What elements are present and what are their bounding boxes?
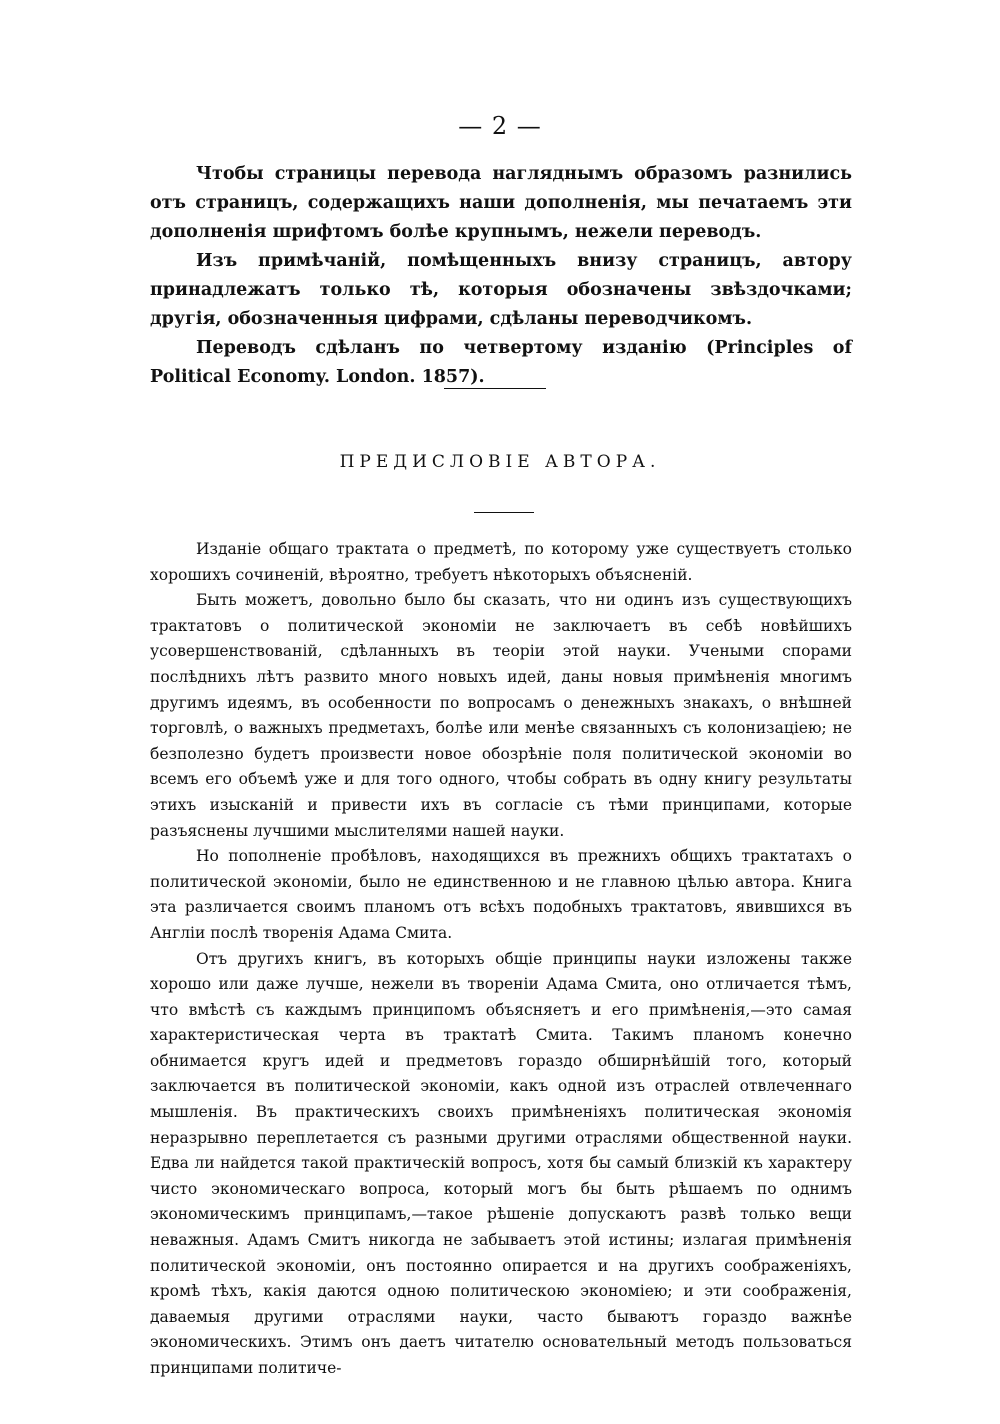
preface-title: ПРЕДИСЛОВІЕ АВТОРА.: [339, 452, 661, 472]
translator-note-paragraph-1: Чтобы страницы перевода нагляднымъ образомъ разнились отъ страницъ, содержащихъ наши дополненія, мы печатаемъ эти дополненія шрифтомъ болѣе крупнымъ, нежели переводъ.: [150, 164, 852, 242]
translator-note-paragraph-3: Переводъ сдѣланъ по четвертому изданію (Principles of Political Economy. London. 1857).: [150, 338, 852, 387]
preface-paragraph-1: Изданіе общаго трактата о предметѣ, по которому уже существуетъ столько хорошихъ сочиненій, вѣроятно, требуетъ нѣкоторыхъ объясненій.: [150, 540, 852, 584]
section-divider: [444, 388, 546, 389]
preface-paragraph-4: Отъ другихъ книгъ, въ которыхъ общіе принципы науки изложены также хорошо или даже лучше, нежели въ твореніи Адама Смита, оно отличается тѣмъ, что вмѣстѣ съ каждымъ принципомъ объясняетъ и его примѣненія,—это самая характеристическая черта въ трактатѣ Смита. Такимъ планомъ конечно обнимается кругъ идей и предметовъ гораздо обширнѣйшій того, который заключается въ политической экономіи, какъ одной изъ отраслей отвлеченнаго мышленія. Въ практическихъ своихъ примѣненіяхъ политическая экономія неразрывно переплетается съ разными другими отраслями общественной науки. Едва ли найдется такой практическій вопросъ, хотя бы самый близкій къ характеру чисто экономическаго вопроса, который могъ бы быть рѣшаемъ по однимъ экономическимъ принципамъ,—такое рѣшеніе допускаютъ развѣ только вещи неважныя. Адамъ Смитъ никогда не забываетъ этой истины; излагая примѣненія политической экономіи, онъ постоянно опирается и на другихъ соображеніяхъ, кромѣ тѣхъ, какія даются одною политическою экономіею; и эти соображенія, даваемыя другими отраслями науки, часто бываютъ гораздо важнѣе экономическихъ. Этимъ онъ даетъ читателю основательный методъ пользоваться принципами политиче-: [150, 949, 852, 1377]
title-underline: [474, 512, 534, 513]
preface-paragraph-3: Но пополненіе пробѣловъ, находящихся въ прежнихъ общихъ трактатахъ о политической экономіи, было не единственною и не главною цѣлью автора. Книга эта различается своимъ планомъ отъ всѣхъ подобныхъ трактатовъ, явившихся въ Англіи послѣ творенія Адама Смита.: [150, 847, 852, 942]
preface-paragraph-2: Быть можетъ, довольно было бы сказать, что ни одинъ изъ существующихъ трактатовъ о политической экономіи не заключаетъ въ себѣ новѣйшихъ усовершенствованій, сдѣланныхъ въ теоріи этой науки. Учеными спорами послѣднихъ лѣтъ развито много новыхъ идей, даны новыя примѣненія многимъ другимъ идеямъ, въ особенности по вопросамъ о денежныхъ знакахъ, о внѣшней торговлѣ, о важныхъ предметахъ, болѣе или менѣе связанныхъ съ колонизаціею; не безполезно будетъ произвести новое обозрѣніе поля политической экономіи во всемъ его объемѣ уже и для того одного, чтобы собрать въ одну книгу результаты этихъ изысканій и привести ихъ въ согласіе съ тѣми принципами, которые разъяснены лучшими мыслителями нашей науки.: [150, 591, 852, 840]
page-number: — 2 —: [458, 112, 542, 140]
translator-note-paragraph-2: Изъ примѣчаній, помѣщенныхъ внизу страницъ, автору принадлежатъ только тѣ, которыя обозначены звѣздочками; другія, обозначенныя цифрами, сдѣланы переводчикомъ.: [150, 251, 852, 329]
translator-note: [150, 160, 852, 392]
preface-body: [150, 537, 852, 1382]
